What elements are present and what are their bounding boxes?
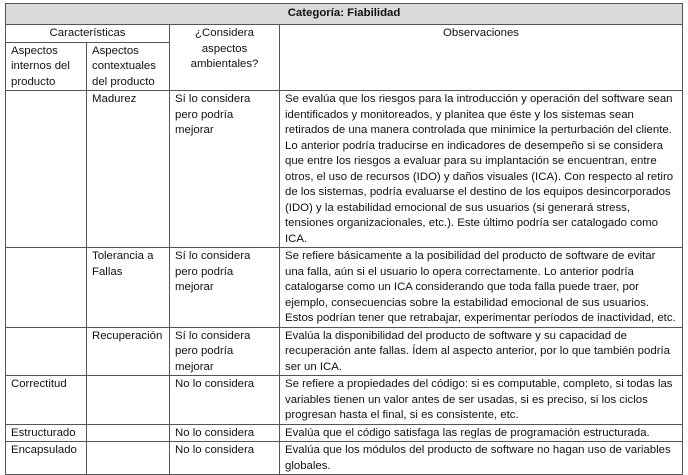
cell-observaciones: Evalúa que los módulos del producto de software no hagan uso de variables globales. <box>280 442 683 475</box>
table-row <box>6 442 683 475</box>
cell-contextual: Tolerancia a Fallas <box>87 248 170 328</box>
cell-interno <box>6 248 87 328</box>
cell-interno <box>6 327 87 376</box>
cell-contextual <box>87 376 170 425</box>
table-row <box>6 424 683 442</box>
cell-considera: No lo considera <box>170 424 280 442</box>
cell-interno <box>6 91 87 248</box>
table-row <box>6 91 683 248</box>
cell-observaciones: Se refiere a propiedades del código: si es computable, completo, si todas las variables tienen un valor antes de ser usadas, si es preciso, si los ciclos progresan hasta el final, si es consistente, etc. <box>280 376 683 425</box>
cell-observaciones: Evalúa que el código satisfaga las reglas de programación estructurada. <box>280 424 683 442</box>
cell-observaciones: Se refiere básicamente a la posibilidad del producto de software de evitar una falla, aún si el usuario lo opera correctamente. Lo anterior podría catalogarse como un ICA considerando que toda falla puede traer, por ejemplo, consecuencias sobre la estabilidad emocional de sus usuarios. Estos podrían tener que retrabajar, experimentar períodos de inactividad, etc. <box>280 248 683 328</box>
cell-considera: No lo considera <box>170 442 280 475</box>
cell-contextual: Madurez <box>87 91 170 248</box>
cell-observaciones: Evalúa la disponibilidad del producto de software y su capacidad de recuperación ante fallas. Ídem al aspecto anterior, por lo que también podría ser un ICA. <box>280 327 683 376</box>
table-row <box>6 248 683 328</box>
cell-considera: Sí lo considera pero podría mejorar <box>170 327 280 376</box>
header-caracteristicas: Características <box>6 25 170 43</box>
cell-interno: Encapsulado <box>6 442 87 475</box>
cell-considera: No lo considera <box>170 376 280 425</box>
table-row <box>6 376 683 425</box>
cell-considera: Sí lo considera pero podría mejorar <box>170 91 280 248</box>
header-observaciones: Observaciones <box>280 25 683 91</box>
cell-contextual: Recuperación <box>87 327 170 376</box>
cell-contextual <box>87 442 170 475</box>
table-title: Categoría: Fiabilidad <box>6 4 683 25</box>
fiabilidad-table <box>5 3 683 475</box>
header-considera-ambientales: ¿Considera aspectos ambientales? <box>170 25 280 91</box>
cell-interno: Correctitud <box>6 376 87 425</box>
cell-contextual <box>87 424 170 442</box>
cell-interno: Estructurado <box>6 424 87 442</box>
header-row-1 <box>6 25 683 43</box>
title-row <box>6 4 683 25</box>
table-row <box>6 327 683 376</box>
cell-considera: Sí lo considera pero podría mejorar <box>170 248 280 328</box>
header-aspectos-internos: Aspectos internos del producto <box>6 42 87 91</box>
header-aspectos-contextuales: Aspectos contextuales del producto <box>87 42 170 91</box>
cell-observaciones: Se evalúa que los riesgos para la introducción y operación del software sean identificados y monitoreados, y planitea que éste y los sistemas sean retirados de una manera controlada que minimice la perturbación del cliente. Lo anterior podría traducirse en indicadores de desempeño si se considera que entre los riesgos a evaluar para su implantación se encuentran, entre otros, el uso de recursos (IDO) y daños visuales (ICA). Con respecto al retiro de los sistemas, podría evaluarse el destino de los equipos desincorporados (IDO) y la estabilidad emocional de sus usuarios (si generará stress, tensiones organizacionales, etc.). Este último podría ser catalogado como ICA. <box>280 91 683 248</box>
